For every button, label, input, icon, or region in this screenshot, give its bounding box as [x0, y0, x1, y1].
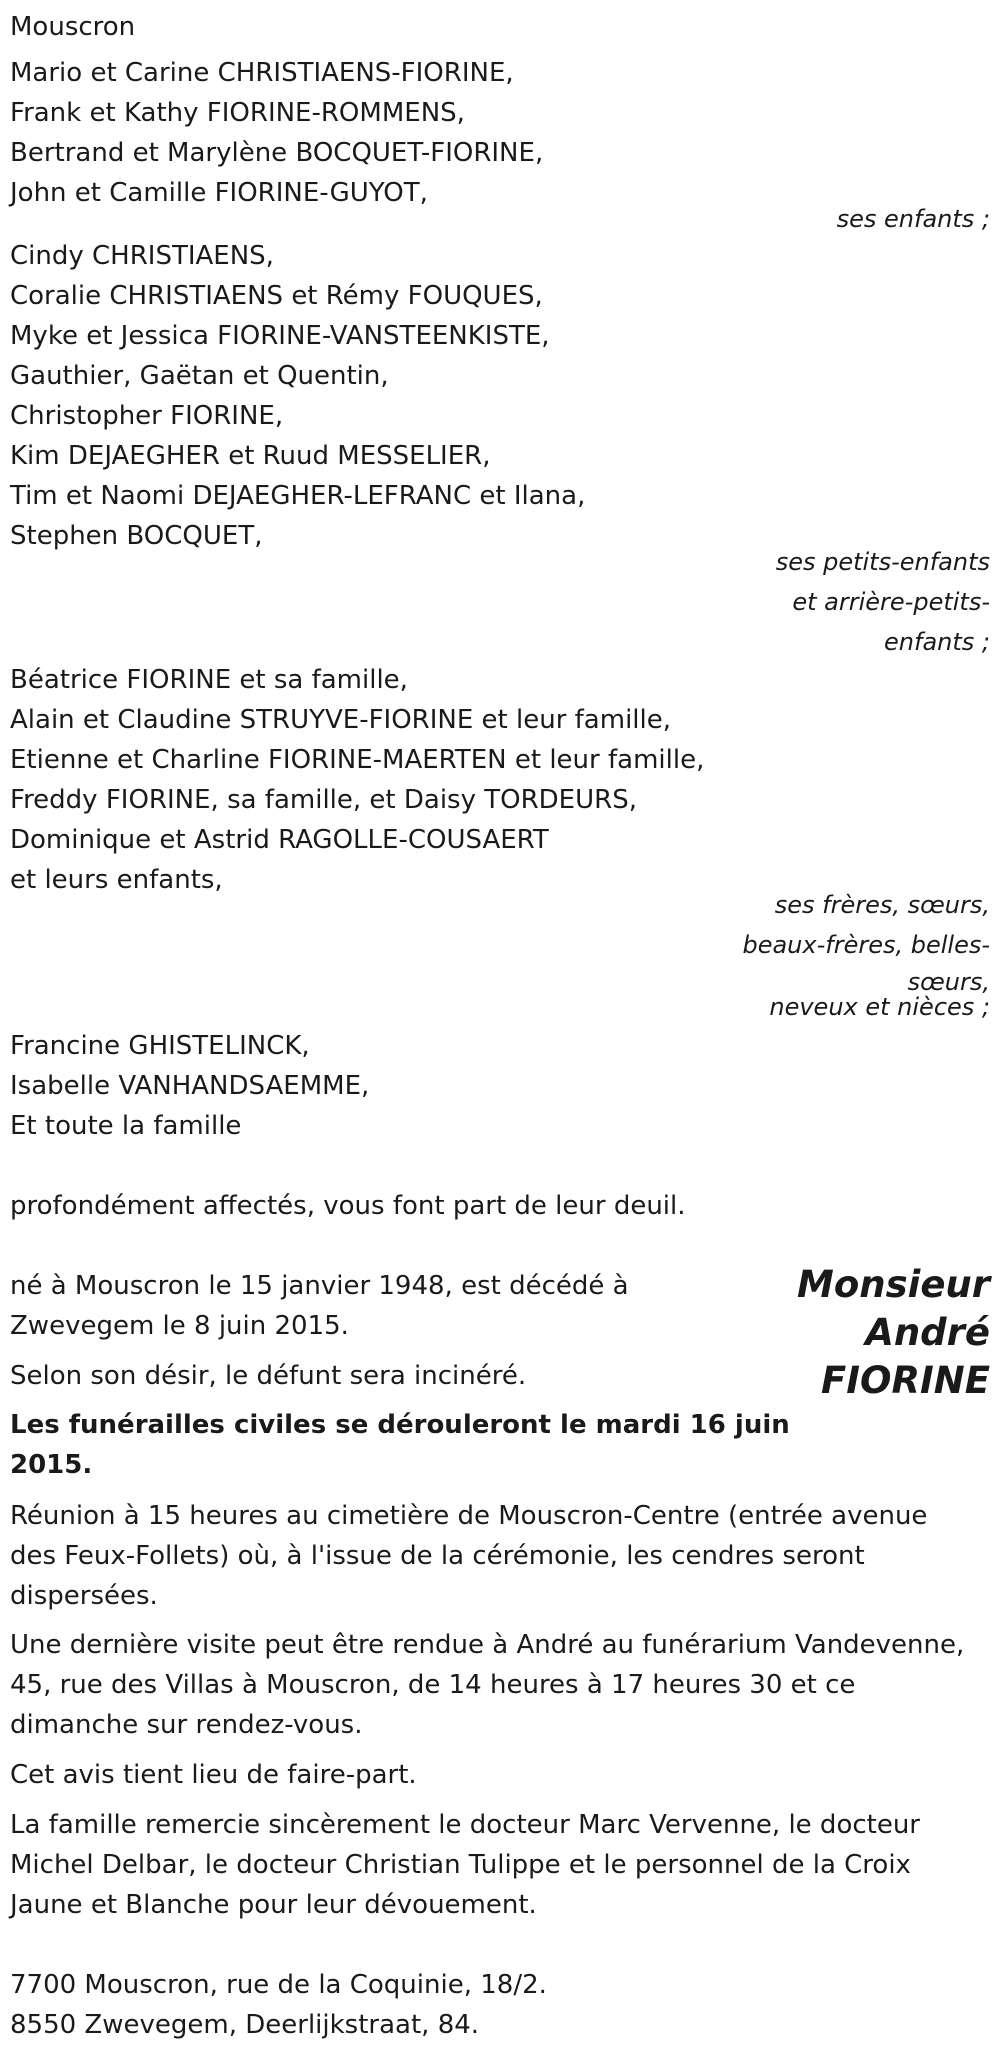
- family-line: Stephen BOCQUET,: [10, 521, 263, 551]
- thanks-text: La famille remercie sincèrement le docteur Marc Vervenne, le docteur: [10, 1810, 920, 1840]
- visit-text: Une dernière visite peut être rendue à André au funérarium Vandevenne,: [10, 1630, 965, 1660]
- role-siblings: ses frères, sœurs,: [774, 891, 990, 919]
- family-line: Etienne et Charline FIORINE-MAERTEN et leur famille,: [10, 745, 705, 775]
- role-siblings: neveux et nièces ;: [769, 993, 990, 1021]
- role-grandchildren: et arrière-petits-: [792, 588, 990, 616]
- family-line: Christopher FIORINE,: [10, 401, 284, 431]
- notice-text: Cet avis tient lieu de faire-part.: [10, 1760, 417, 1790]
- city-header: Mouscron: [10, 12, 136, 42]
- family-line: John et Camille FIORINE-GUYOT,: [10, 178, 428, 208]
- family-line: Béatrice FIORINE et sa famille,: [10, 665, 408, 695]
- role-siblings: sœurs,: [907, 968, 990, 996]
- funeral-text: Les funérailles civiles se dérouleront le mardi 16 juin: [10, 1410, 790, 1440]
- meeting-text: dispersées.: [10, 1581, 158, 1611]
- family-line: Myke et Jessica FIORINE-VANSTEENKISTE,: [10, 321, 550, 351]
- family-line: Freddy FIORINE, sa famille, et Daisy TORDEURS,: [10, 785, 637, 815]
- family-line: Kim DEJAEGHER et Ruud MESSELIER,: [10, 441, 491, 471]
- deceased-name: FIORINE: [821, 1359, 990, 1402]
- visit-text: 45, rue des Villas à Mouscron, de 14 heures à 17 heures 30 et ce: [10, 1670, 856, 1700]
- family-line: Gauthier, Gaëtan et Quentin,: [10, 361, 389, 391]
- funeral-text: 2015.: [10, 1450, 93, 1480]
- deceased-name: André: [865, 1311, 990, 1354]
- address-line: 8550 Zwevegem, Deerlijkstraat, 84.: [10, 2010, 480, 2040]
- meeting-text: Réunion à 15 heures au cimetière de Mouscron-Centre (entrée avenue: [10, 1501, 928, 1531]
- family-line: Francine GHISTELINCK,: [10, 1031, 310, 1061]
- family-line: Mario et Carine CHRISTIAENS-FIORINE,: [10, 58, 514, 88]
- family-line: Cindy CHRISTIAENS,: [10, 241, 274, 271]
- role-grandchildren: enfants ;: [884, 628, 990, 656]
- cremation-text: Selon son désir, le défunt sera incinéré.: [10, 1361, 527, 1391]
- family-line: Frank et Kathy FIORINE-ROMMENS,: [10, 98, 465, 128]
- family-line: Isabelle VANHANDSAEMME,: [10, 1071, 370, 1101]
- role-children: ses enfants ;: [836, 205, 990, 233]
- thanks-text: Michel Delbar, le docteur Christian Tulippe et le personnel de la Croix: [10, 1850, 911, 1880]
- deceased-name: Monsieur: [797, 1263, 990, 1306]
- family-line: Et toute la famille: [10, 1111, 242, 1141]
- announcement-text: profondément affectés, vous font part de leur deuil.: [10, 1191, 686, 1221]
- family-line: Bertrand et Marylène BOCQUET-FIORINE,: [10, 138, 544, 168]
- family-line: Dominique et Astrid RAGOLLE-COUSAERT: [10, 825, 549, 855]
- visit-text: dimanche sur rendez-vous.: [10, 1710, 363, 1740]
- family-line: Coralie CHRISTIAENS et Rémy FOUQUES,: [10, 281, 543, 311]
- family-line: Tim et Naomi DEJAEGHER-LEFRANC et Ilana,: [10, 481, 586, 511]
- family-line: et leurs enfants,: [10, 865, 223, 895]
- role-siblings: beaux-frères, belles-: [742, 931, 990, 959]
- birth-death-text: Zwevegem le 8 juin 2015.: [10, 1311, 349, 1341]
- family-line: Alain et Claudine STRUYVE-FIORINE et leur famille,: [10, 705, 671, 735]
- address-line: 7700 Mouscron, rue de la Coquinie, 18/2.: [10, 1970, 547, 2000]
- birth-death-text: né à Mouscron le 15 janvier 1948, est décédé à: [10, 1271, 629, 1301]
- role-grandchildren: ses petits-enfants: [775, 548, 990, 576]
- meeting-text: des Feux-Follets) où, à l'issue de la cérémonie, les cendres seront: [10, 1541, 865, 1571]
- thanks-text: Jaune et Blanche pour leur dévouement.: [10, 1890, 537, 1920]
